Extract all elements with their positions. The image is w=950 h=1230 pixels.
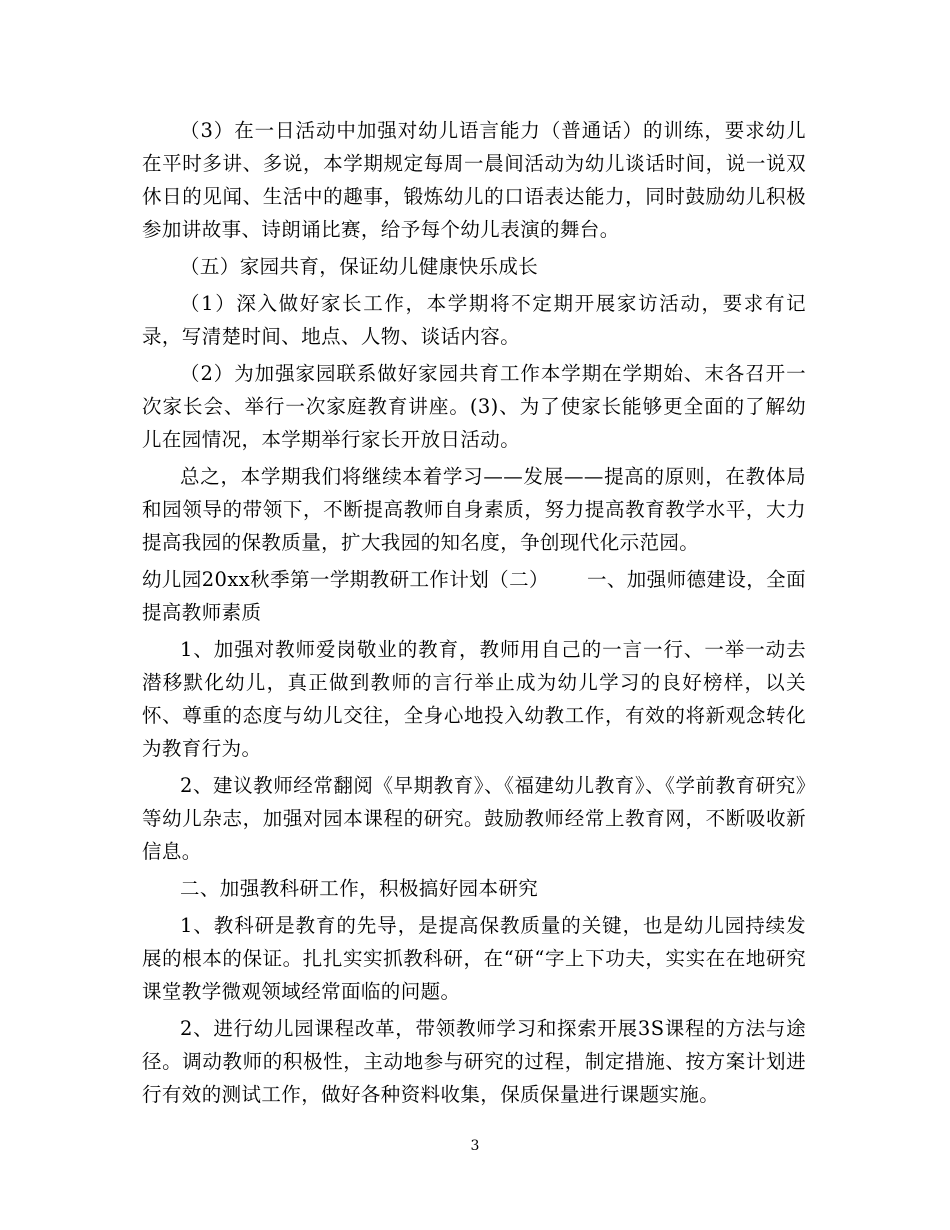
- plan-heading-line: [142, 563, 806, 629]
- paragraph-reading-suggestion: 2、建议教师经常翻阅《早期教育》、《福建幼儿教育》、《学前教育研究》等幼儿杂志，加强对园本课程的研究。鼓励教师经常上教育网，不断吸收新信息。: [142, 774, 806, 863]
- section-heading-home-school: （五）家园共育，保证幼儿健康快乐成长: [180, 255, 539, 278]
- section-heading-ethics: 一、加强师德建设，全面提高教师素质: [142, 568, 806, 624]
- paragraph-home-school-contact: （2）为加强家园联系做好家园共育工作本学期在学期始、末各召开一次家长会、举行一次家庭教育讲座。(3)、为了使家长能够更全面的了解幼儿在园情况，本学期举行家长开放日活动。: [142, 362, 806, 451]
- paragraph-professional-ethics: 1、加强对教师爱岗敬业的教育，教师用自己的一言一行、一举一动去潜移默化幼儿，真正做到教师的言行举止成为幼儿学习的良好榜样，以关怀、尊重的态度与幼儿交往，全身心地投入幼教工作，有效的将新观念转化为教育行为。: [142, 638, 806, 760]
- paragraph-language-training: （3）在一日活动中加强对幼儿语言能力（普通话）的训练，要求幼儿在平时多讲、多说，本学期规定每周一晨间活动为幼儿谈话时间，说一说双休日的见闻、生活中的趣事，锻炼幼儿的口语表达能力，同时鼓励幼儿积极参加讲故事、诗朗诵比赛，给予每个幼儿表演的舞台。: [142, 119, 806, 241]
- paragraph-research-guidance: 1、教科研是教育的先导，是提高保教质量的关键，也是幼儿园持续发展的根本的保证。扎扎实实抓教科研，在“研“字上下功夫，实实在在地研究课堂教学微观领域经常面临的问题。: [142, 914, 806, 1003]
- paragraph-curriculum-reform: 2、进行幼儿园课程改革，带领教师学习和探索开展3S课程的方法与途径。调动教师的积极性，主动地参与研究的过程，制定措施、按方案计划进行有效的测试工作，做好各种资料收集，保质保量进行课题实施。: [142, 1017, 806, 1106]
- plan-title: 幼儿园20xx秋季第一学期教研工作计划（二）: [142, 568, 549, 591]
- document-body: [142, 114, 806, 1111]
- paragraph-parent-work: （1）深入做好家长工作，本学期将不定期开展家访活动，要求有记录，写清楚时间、地点、人物、谈话内容。: [142, 292, 806, 348]
- page-number: 3: [470, 1138, 480, 1154]
- paragraph-summary: 总之，本学期我们将继续本着学习——发展——提高的原则，在教体局和园领导的带领下，不断提高教师自身素质，努力提高教育教学水平，大力提高我园的保教质量，扩大我园的知名度，争创现代化示范园。: [142, 465, 806, 554]
- section-heading-research: 二、加强教科研工作，积极搞好园本研究: [180, 877, 539, 900]
